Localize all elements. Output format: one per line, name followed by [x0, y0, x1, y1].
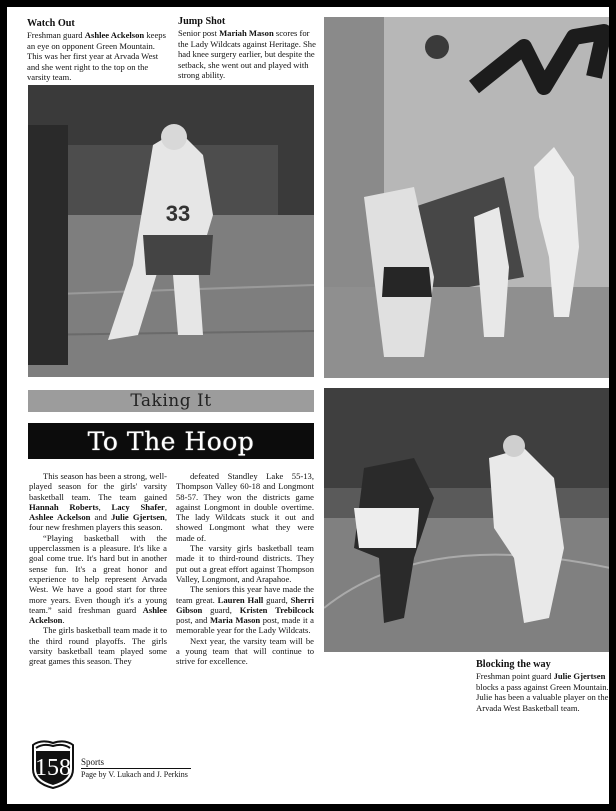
story-text: guard, — [263, 594, 291, 605]
headline-to-the-hoop: To The Hoop — [28, 423, 314, 459]
yearbook-page — [7, 7, 609, 804]
story-paragraph — [176, 471, 314, 543]
story-paragraph — [29, 533, 167, 626]
caption-text: Freshman guard — [27, 30, 85, 41]
story-text: The varsity girls basketball team made it to third-round districts. They put out a great effort against Thompson Valley, Longmont, and Arapahoe. — [176, 543, 314, 584]
footer-divider — [81, 768, 191, 769]
story-text: “Playing basketball with the upperclassmen is a pleasure. It's like a goal come true. It's hard but in another sense fun. It's a great honor and experience to help represent Arvada West. We have a good start for three more years. Even though it's a young team.” said freshman guard — [29, 532, 167, 615]
page-credit: Page by V. Lukach and J. Perkins — [81, 770, 188, 779]
player-name: Ashlee Ackelson — [29, 604, 167, 626]
story-text: post, made it a memorable year for the Lady Wildcats. — [176, 615, 314, 636]
story-text: and — [90, 512, 112, 523]
story-text: The girls basketball team made it to the third round playoffs. The girls varsity basketball team played some great games this season. They — [29, 625, 167, 667]
story-column-1 — [29, 471, 167, 667]
page-footer — [27, 739, 197, 794]
section-label: Sports — [81, 757, 105, 767]
caption-player-name: Mariah Mason — [219, 28, 274, 39]
story-text: defeated Standley Lake 55-13, Thompson Valley 60-18 and Longmont 58-57. They won the districts game against Longmont in double overtime. The lady Wildcats stuck it out and showed Longmont what they were made of. — [176, 471, 314, 543]
player-name: Lauren Hall — [217, 594, 264, 605]
story-text: , — [164, 501, 167, 512]
story-text: , — [98, 501, 112, 512]
story-text: . — [62, 615, 65, 626]
caption-watch-out — [27, 19, 167, 82]
caption-text: Senior post — [178, 28, 220, 39]
caption-title: Jump Shot — [178, 16, 226, 27]
caption-text: keeps an eye on opponent Green Mountain. This was her first year at Arvada West and she went right to the top on the varsity team. — [27, 30, 166, 83]
story-paragraph — [29, 471, 167, 533]
player-name: Sherri Gibson — [176, 594, 315, 615]
story-paragraph — [29, 625, 167, 666]
page-number: 158 — [35, 755, 71, 781]
caption-text: scores for the Lady Wildcats against Heritage. She had knee surgery earlier, but despite the setback, she went out and played with strong ability. — [178, 28, 316, 81]
caption-jump-shot — [178, 17, 318, 80]
story-text: Next year, the varsity team will be a young team that will continue to strive for excellence. — [176, 635, 314, 667]
story-text: This season has been a strong, well-played season for the girls' varsity basketball team. The team gained — [29, 471, 167, 502]
photo-jump-shot — [324, 17, 609, 378]
caption-text: blocks a pass against Green Mountain. Julie has been a valuable player on the Arvada West Basketball team. — [476, 681, 609, 713]
photo-watch-out — [28, 85, 314, 377]
caption-player-name: Julie Gjertsen — [553, 671, 606, 682]
story-text: post, and — [176, 615, 210, 626]
player-name: Hannah Roberts — [29, 501, 99, 512]
headline-taking-it: Taking It — [28, 390, 314, 412]
player-name: Lacy Shafer — [111, 501, 165, 512]
story-paragraph — [176, 636, 314, 667]
caption-text: Freshman point guard — [476, 671, 554, 682]
player-name: Kristen Trebilcock — [239, 604, 315, 615]
caption-blocking — [476, 660, 609, 713]
player-name: Maria Mason — [209, 615, 261, 626]
story-column-2 — [176, 471, 314, 667]
story-text: , four new freshmen players this season. — [29, 512, 167, 533]
caption-title: Blocking the way — [476, 659, 551, 670]
story-paragraph — [176, 584, 314, 635]
caption-title: Watch Out — [27, 18, 75, 29]
story-text: The seniors this year have made the team great. — [176, 584, 314, 605]
photo-blocking — [324, 388, 609, 652]
caption-player-name: Ashlee Ackelson — [84, 30, 145, 41]
story-text: guard, — [202, 604, 240, 615]
story-paragraph — [176, 543, 314, 584]
jersey-number: 33 — [165, 201, 191, 226]
player-name: Julie Gjertsen — [111, 512, 165, 523]
player-name: Ashlee Ackelson — [29, 512, 91, 523]
